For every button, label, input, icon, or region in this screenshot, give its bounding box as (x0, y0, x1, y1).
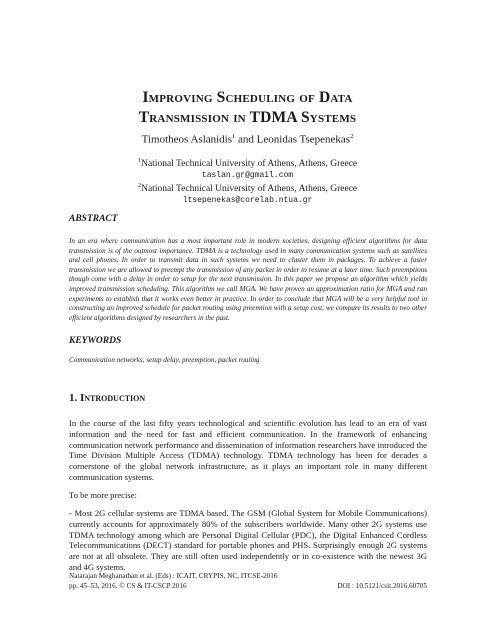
affiliation-1-sup: 1 (137, 157, 142, 164)
title-line-1: Improving Scheduling of Data (142, 89, 353, 106)
footer-proceedings: Natarajan Meghanathan et al. (Eds) : ICAIT, CRYPIS, NC, ITCSE-2016 (69, 572, 278, 580)
affiliation-2 (0, 180, 495, 207)
affiliation-1-name: National Technical University of Athens, Athens, Greece (141, 159, 358, 170)
title-line-2: Transmission in TDMA Systems (138, 109, 357, 126)
affiliation-1 (0, 155, 495, 182)
author-1: Timotheos Aslanidis (141, 133, 233, 146)
affiliation-2-name: National Technical University of Athens, Athens, Greece (141, 184, 358, 195)
keywords-heading: KEYWORDS (69, 336, 122, 346)
author-separator: and (235, 133, 257, 146)
author-2: Leonidas Tsepenekas (256, 133, 351, 146)
page-footer (69, 572, 427, 591)
author-1-sup: 1 (232, 133, 236, 140)
keywords-text: Communication networks, setup delay, preemption, packet routing (69, 356, 260, 364)
footer-doi: DOI : 10.5121/csit.2016.60705 (337, 581, 427, 590)
intro-paragraph-3: - Most 2G cellular systems are TDMA based. The GSM (Global System for Mobile Communications) currently accounts for approximately 80% of the subscribers worldwide. Many other 2G systems use TDMA technology among which are Personal Digital Cellular (PDC), the Digital Enhanced Cordless Telecommunications (DECT) standard for portable phones and PHS. Surprisingly enough 2G systems are not at all obsolete. They are still often used independently or in co-existence with the newest 3G and 4G systems. (69, 508, 427, 572)
affiliation-2-email: ltsepenekas@corelab.ntua.gr (182, 196, 313, 206)
intro-paragraph-2: To be more precise: (69, 490, 137, 500)
affiliation-1-email: taslan.gr@gmail.com (201, 171, 294, 181)
section-heading-introduction: 1. Introduction (69, 392, 146, 404)
affiliation-2-sup: 2 (137, 182, 142, 189)
footer-pages: pp. 45–53, 2016. © CS & IT-CSCP 2016 (69, 581, 187, 590)
author-line (0, 133, 495, 146)
paper-title (0, 88, 495, 128)
intro-paragraph-1: In the course of the last fifty years technological and scientific evolution has lead to an era of vast information and the need for fast and efficient communication. In the framework of enhancing communication network performance and dissemination of information researchers have introduced the Time Division Multiple Access (TDMA) technology. TDMA technology has been for decades a cornerstone of the global network infrastructure, as it plays an important role in many different communication systems. (69, 418, 427, 482)
abstract-heading: ABSTRACT (69, 214, 118, 224)
abstract-text: In an era where communication has a most important role in modern societies, designing efficient algorithms for data transmission is of the outmost importance. TDMA is a technology used in many communication systems such as satellites and cell phones. In order to transmit data in such systems we need to cluster them in packages. To achieve a faster transmission we are allowed to preempt the transmission of any packet in order to resume at a later time. Such preemptions though come with a delay in order to setup for the next transmission. In this paper we propose an algorithm which yields improved transmission scheduling. This algorithm we call MGA. We have proven an approximation ratio for MGA and ran experiments to establish that it works even better in practice. In order to conclude that MGA will be a very helpful tool in constructing an improved schedule for packet routing using preemtion with a setup cost, we compare its results to two other efficient algorithms designed by researchers in the past. (69, 237, 427, 322)
author-2-sup: 2 (350, 133, 354, 140)
